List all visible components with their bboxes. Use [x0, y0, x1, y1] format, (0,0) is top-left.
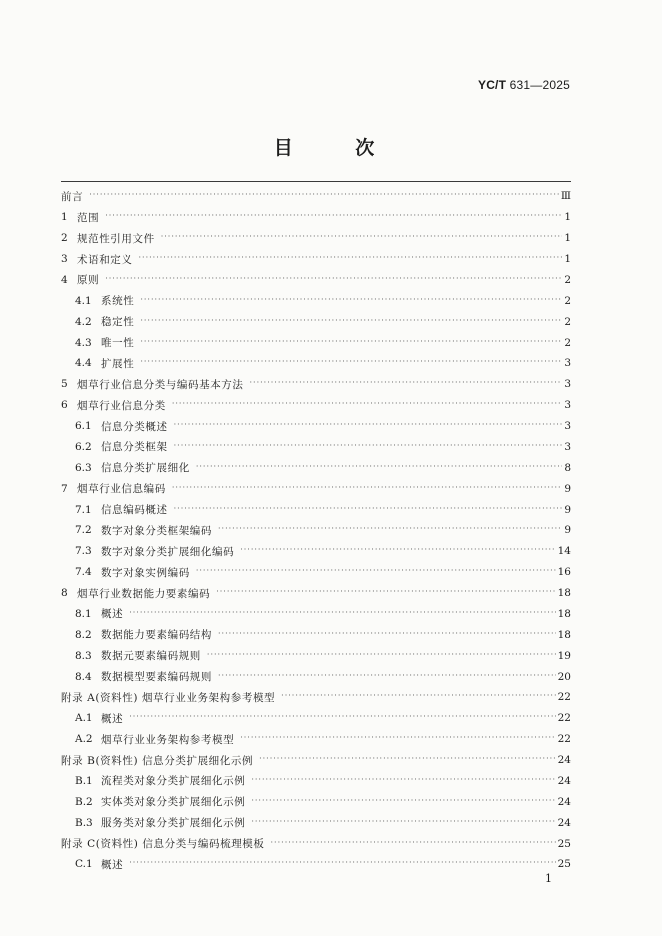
toc-leader-dots	[129, 713, 555, 723]
toc-entry[interactable]	[61, 374, 571, 395]
toc-entry[interactable]	[61, 687, 571, 708]
toc-entry[interactable]	[61, 708, 571, 729]
toc-leader-dots	[218, 525, 562, 535]
toc-entry[interactable]	[61, 457, 571, 478]
toc-entry-label: 实体类对象分类扩展细化示例	[101, 796, 246, 809]
toc-entry[interactable]	[61, 186, 571, 207]
toc-entry-label: 信息编码概述	[101, 504, 168, 517]
standard-prefix: YC/T	[477, 78, 507, 92]
toc-leader-dots	[140, 317, 562, 327]
toc-entry[interactable]	[61, 645, 571, 666]
toc-entry-number: 4	[61, 273, 68, 286]
toc-entry-number: 1	[61, 211, 68, 224]
toc-entry-page: 3	[564, 399, 571, 412]
toc-leader-dots	[174, 505, 563, 515]
toc-leader-dots	[172, 400, 563, 410]
toc-entry-label: 范围	[77, 211, 100, 224]
toc-entry-number: 2	[61, 232, 68, 245]
toc-entry-page: 18	[557, 628, 571, 641]
toc-entry-page: 2	[564, 294, 571, 307]
toc-entry-number: 4.2	[75, 315, 92, 328]
toc-entry-label: 附录 B(资料性) 信息分类扩展细化示例	[61, 754, 254, 767]
toc-entry[interactable]	[61, 228, 571, 249]
toc-entry-label: 服务类对象分类扩展细化示例	[101, 817, 246, 830]
toc-entry-page: 3	[564, 440, 571, 453]
toc-entry-number: 6.1	[75, 420, 92, 433]
toc-entry[interactable]	[61, 791, 571, 812]
toc-leader-dots	[161, 233, 563, 243]
toc-entry-number: 4.4	[75, 357, 92, 370]
toc-entry-label: 数字对象分类扩展细化编码	[101, 545, 235, 558]
toc-entry[interactable]	[61, 604, 571, 625]
toc-entry[interactable]	[61, 290, 571, 311]
toc-leader-dots	[140, 296, 562, 306]
toc-leader-dots	[218, 630, 556, 640]
toc-leader-dots	[139, 254, 563, 264]
toc-entry[interactable]	[61, 666, 571, 687]
toc-entry-page: 2	[564, 273, 571, 286]
toc-entry-number: 6.2	[75, 440, 92, 453]
toc-leader-dots	[251, 776, 555, 786]
toc-leader-dots	[129, 859, 555, 869]
toc-entry-page: 3	[564, 378, 571, 391]
toc-entry-label: 原则	[77, 274, 100, 287]
toc-entry[interactable]	[61, 499, 571, 520]
toc-leader-dots	[207, 651, 556, 661]
toc-entry-label: 数据元要素编码规则	[101, 650, 201, 663]
toc-entry-label: 规范性引用文件	[77, 232, 155, 245]
toc-entry[interactable]	[61, 270, 571, 291]
toc-entry-label: 稳定性	[101, 316, 135, 329]
toc-leader-dots	[218, 672, 556, 682]
toc-leader-dots	[251, 818, 555, 828]
toc-entry-page: 1	[564, 232, 571, 245]
toc-entry[interactable]	[61, 812, 571, 833]
toc-entry-number: 8.1	[75, 607, 92, 620]
toc-entry[interactable]	[61, 854, 571, 875]
toc-entry-number: 7	[61, 482, 68, 495]
toc-entry-label: 流程类对象分类扩展细化示例	[101, 775, 246, 788]
toc-entry-number: 5	[61, 378, 68, 391]
toc-entry[interactable]	[61, 416, 571, 437]
toc-entry-label: 唯一性	[101, 337, 135, 350]
toc-entry-number: 7.4	[75, 566, 92, 579]
toc-leader-dots	[259, 755, 556, 765]
toc-entry-number: 8.3	[75, 649, 92, 662]
toc-entry-label: 术语和定义	[77, 253, 133, 266]
toc-entry-label: 烟草行业信息分类	[77, 399, 166, 412]
toc-entry-page: 1	[564, 211, 571, 224]
toc-entry-page: 25	[557, 858, 571, 871]
toc-entry-page: 25	[557, 837, 571, 850]
toc-entry[interactable]	[61, 750, 571, 771]
toc-entry-label: 信息分类框架	[101, 441, 168, 454]
toc-leader-dots	[172, 484, 563, 494]
toc-leader-dots	[174, 442, 563, 452]
toc-entry-number: 4.3	[75, 336, 92, 349]
toc-leader-dots	[240, 546, 555, 556]
toc-entry[interactable]	[61, 771, 571, 792]
toc-entry[interactable]	[61, 311, 571, 332]
toc-leader-dots	[174, 421, 563, 431]
toc-entry-number: A.2	[75, 733, 93, 746]
toc-entry-page: 24	[557, 795, 571, 808]
toc-entry-page: 14	[557, 545, 571, 558]
toc-entry-page: 3	[564, 357, 571, 370]
toc-entry[interactable]	[61, 478, 571, 499]
page-number: 1	[545, 872, 552, 885]
toc-entry-label: 烟草行业信息编码	[77, 483, 166, 496]
toc-entry-label: 附录 A(资料性) 烟草行业业务架构参考模型	[61, 691, 276, 704]
toc-entry-label: 烟草行业数据能力要素编码	[77, 587, 211, 600]
toc-entry[interactable]	[61, 332, 571, 353]
toc-entry-page: 24	[557, 774, 571, 787]
toc-entry[interactable]	[61, 395, 571, 416]
toc-entry-label: 数字对象实例编码	[101, 566, 190, 579]
toc-leader-dots	[140, 338, 562, 348]
toc-entry[interactable]	[61, 729, 571, 750]
toc-leader-dots	[251, 797, 555, 807]
toc-entry-number: 7.1	[75, 503, 92, 516]
toc-entry[interactable]	[61, 562, 571, 583]
toc-entry-number: 6.3	[75, 461, 92, 474]
toc-entry-label: 数据能力要素编码结构	[101, 629, 212, 642]
toc-entry-number: A.1	[75, 712, 93, 725]
toc-entry-page: 22	[557, 733, 571, 746]
toc-entry[interactable]	[61, 624, 571, 645]
toc-entry-number: 8.4	[75, 670, 92, 683]
toc-entry-page: 18	[557, 587, 571, 600]
toc-entry-page: 24	[557, 816, 571, 829]
toc-entry[interactable]	[61, 520, 571, 541]
toc-entry-page: 24	[557, 754, 571, 767]
toc-entry-number: 7.3	[75, 545, 92, 558]
toc-leader-dots	[271, 839, 556, 849]
toc-entry[interactable]	[61, 583, 571, 604]
toc-entry[interactable]	[61, 833, 571, 854]
toc-entry-label: 前言	[61, 190, 84, 203]
toc-entry-label: 概述	[101, 608, 124, 621]
toc-entry-number: B.2	[75, 795, 93, 808]
toc-leader-dots	[281, 692, 555, 702]
toc-entry[interactable]	[61, 353, 571, 374]
toc-leader-dots	[129, 609, 555, 619]
toc-entry-number: 6	[61, 399, 68, 412]
toc-entry-number: C.1	[75, 858, 93, 871]
toc-entry-label: 数字对象分类框架编码	[101, 524, 212, 537]
toc-entry-page: 9	[564, 503, 571, 516]
toc-entry-number: B.1	[75, 774, 93, 787]
toc-entry[interactable]	[61, 249, 571, 270]
toc-entry-page: 1	[564, 253, 571, 266]
toc-entry-number: 8.2	[75, 628, 92, 641]
toc-entry[interactable]	[61, 437, 571, 458]
toc-entry-label: 扩展性	[101, 357, 135, 370]
toc-entry-number: 7.2	[75, 524, 92, 537]
page-title: 目 次	[273, 137, 403, 159]
toc-leader-dots	[216, 588, 555, 598]
toc-entry-number: 3	[61, 253, 68, 266]
toc-leader-dots	[240, 734, 555, 744]
toc-entry-label: 概述	[101, 712, 124, 725]
toc-leader-dots	[89, 191, 559, 201]
standard-number: 631—2025	[509, 78, 570, 92]
toc-entry-page: 9	[564, 524, 571, 537]
toc-entry-page: Ⅲ	[560, 190, 571, 203]
toc-entry-label: 烟草行业信息分类与编码基本方法	[77, 378, 244, 391]
toc-entry-label: 烟草行业业务架构参考模型	[101, 733, 235, 746]
toc-entry-page: 9	[564, 482, 571, 495]
toc-leader-dots	[196, 463, 563, 473]
toc-entry-label: 附录 C(资料性) 信息分类与编码梳理模板	[61, 838, 265, 851]
toc-leader-dots	[140, 358, 562, 368]
toc-entry-page: 3	[564, 420, 571, 433]
toc-entry-label: 概述	[101, 858, 124, 871]
toc-entry-page: 22	[557, 691, 571, 704]
toc-entry-page: 18	[557, 607, 571, 620]
toc-entry-number: B.3	[75, 816, 93, 829]
toc-entry-number: 4.1	[75, 294, 92, 307]
standard-code	[478, 78, 570, 92]
toc-leader-dots	[250, 379, 563, 389]
toc-entry[interactable]	[61, 207, 571, 228]
top-divider	[61, 181, 571, 182]
table-of-contents	[61, 186, 571, 875]
toc-entry[interactable]	[61, 541, 571, 562]
toc-leader-dots	[105, 212, 562, 222]
toc-entry-page: 2	[564, 336, 571, 349]
toc-entry-label: 信息分类概述	[101, 420, 168, 433]
toc-entry-page: 19	[557, 649, 571, 662]
toc-entry-number: 8	[61, 587, 68, 600]
toc-entry-page: 16	[557, 566, 571, 579]
toc-leader-dots	[196, 567, 556, 577]
toc-entry-page: 2	[564, 315, 571, 328]
toc-entry-label: 信息分类扩展细化	[101, 462, 190, 475]
toc-entry-label: 系统性	[101, 295, 135, 308]
toc-entry-page: 20	[557, 670, 571, 683]
toc-entry-label: 数据模型要素编码规则	[101, 671, 212, 684]
toc-leader-dots	[105, 275, 562, 285]
toc-entry-page: 8	[564, 461, 571, 474]
toc-entry-page: 22	[557, 712, 571, 725]
